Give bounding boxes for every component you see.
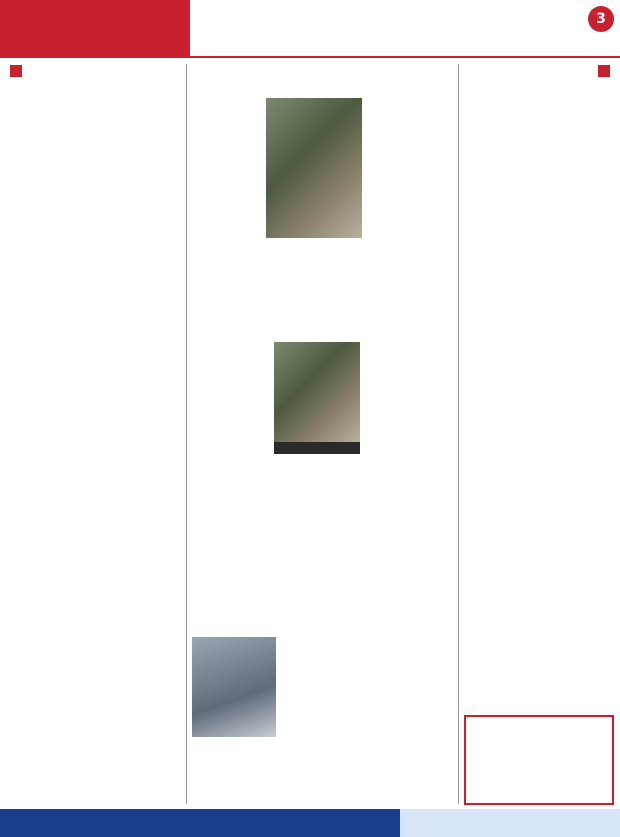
left-item3-body <box>6 554 182 800</box>
left-item1-body <box>6 110 182 290</box>
car-headline <box>360 637 454 671</box>
page-number-badge: 3 <box>588 6 614 32</box>
footer-website-banner <box>0 809 620 837</box>
blood-body-col1 <box>366 537 454 633</box>
footer-left-text <box>400 809 620 837</box>
blood-body-col3 <box>192 537 274 633</box>
column-rule <box>458 64 459 804</box>
vaccine-inset-photo <box>274 342 360 442</box>
vaccine-headline <box>192 314 454 338</box>
vaccine-inset-caption <box>274 442 360 454</box>
newspaper-logo <box>0 0 190 58</box>
lead-body-col1 <box>366 98 454 296</box>
lead-headline <box>192 64 454 94</box>
tourism-article-body <box>466 102 614 662</box>
car-body <box>360 674 454 800</box>
column-rule <box>186 64 187 804</box>
lead-body-col3 <box>192 98 262 298</box>
vaccine-body-col1 <box>364 342 454 497</box>
advertising-box <box>464 715 614 805</box>
blood-body-col2 <box>278 537 362 633</box>
lead-photo <box>266 98 362 238</box>
section-tag-report <box>598 64 614 78</box>
blood-headline <box>192 513 454 533</box>
cyber-body <box>280 637 356 800</box>
red-square-icon <box>598 65 610 77</box>
vaccine-body-col2 <box>192 342 270 497</box>
masthead <box>0 0 620 58</box>
red-square-icon <box>10 65 22 77</box>
handcuffs-photo <box>192 637 276 737</box>
left-item2-body <box>6 322 182 522</box>
lead-body-col2 <box>266 242 362 298</box>
section-tag-news <box>6 64 22 78</box>
